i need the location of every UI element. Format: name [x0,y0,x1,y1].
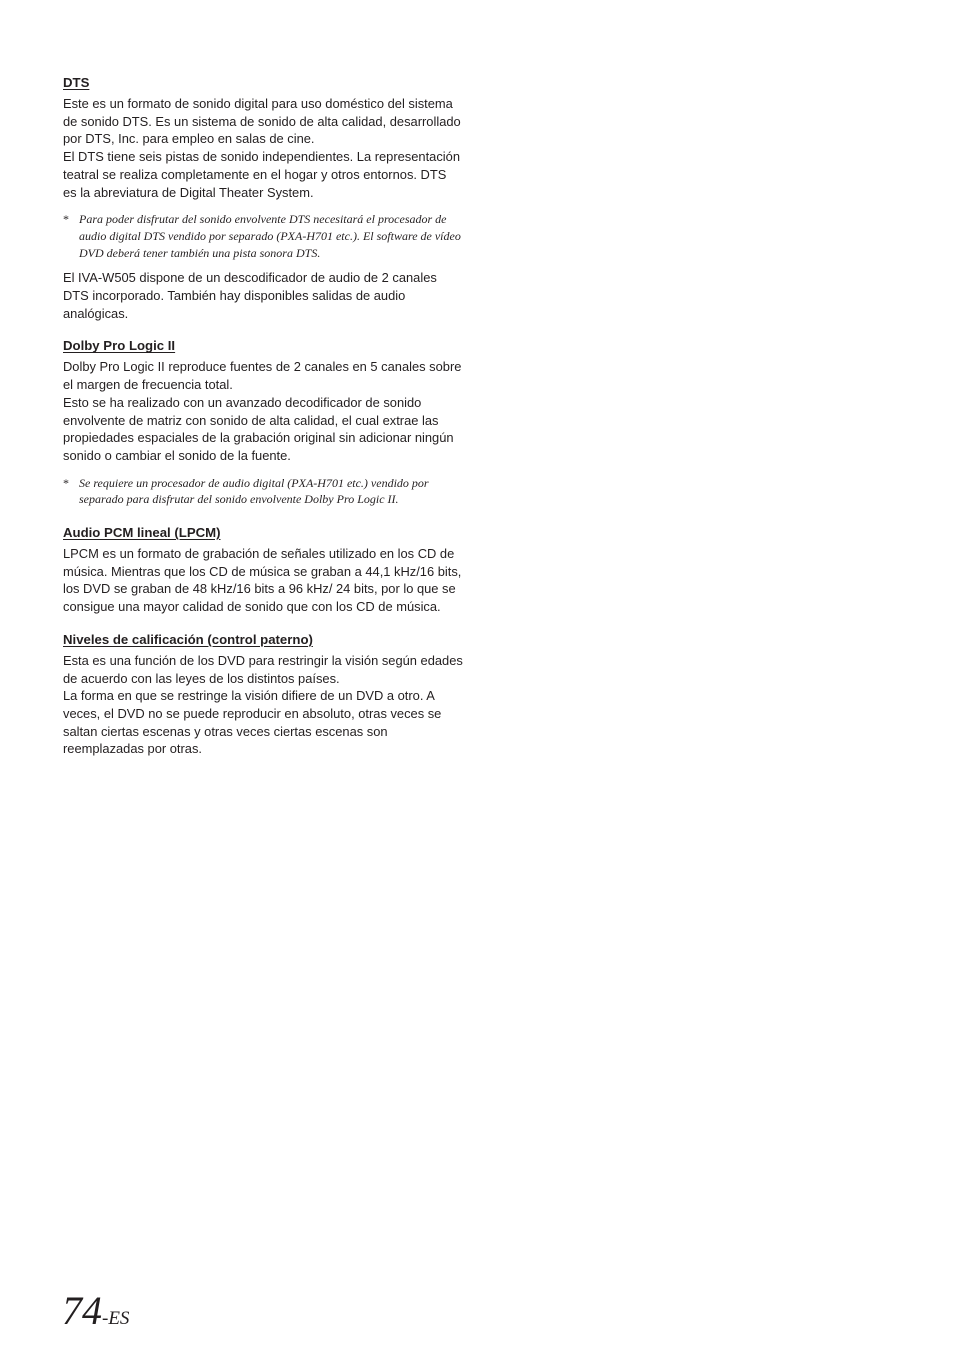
footnote [63,211,463,261]
footnote [63,475,463,508]
paragraph: Este es un formato de sonido digital para uso doméstico del sistema de sonido DTS. Es un sistema de sonido de alta calidad, desarrollado por DTS, Inc. para empleo en salas de cine. [63,96,461,147]
page-number-value: 74 [62,1288,102,1333]
section-dolby-pro-logic [63,337,463,508]
section-heading-dts: DTS [63,75,90,90]
page-number [62,1287,129,1335]
paragraph: Esta es una función de los DVD para restringir la visión según edades de acuerdo con las leyes de los distintos países. [63,652,463,686]
footnote-text: Se requiere un procesador de audio digital (PXA-H701 etc.) vendido por separado para disfrutar del sonido envolvente Dolby Pro Logic II. [79,475,429,507]
section-heading-dolby: Dolby Pro Logic II [63,338,176,354]
paragraph: El IVA-W505 dispone de un descodificador de audio de 2 canales DTS incorporado. También hay disponibles salidas de audio analógicas. [63,270,437,321]
page-language-suffix: -ES [102,1308,130,1329]
paragraph: Dolby Pro Logic II reproduce fuentes de 2 canales en 5 canales sobre el margen de frecuencia total. [63,359,462,393]
section-dts [63,74,463,322]
content-column [63,74,463,758]
asterisk-mark: * [63,475,69,490]
footnote-text: Para poder disfrutar del sonido envolvente DTS necesitará el procesador de audio digital DTS vendido por separado (PXA-H701 etc.). El software de vídeo DVD deberá tener también una pista sonora DTS. [79,212,461,260]
paragraph: El DTS tiene seis pistas de sonido independientes. La representación teatral se realiza completamente en el hogar y otros entornos. DTS es la abreviatura de Digital Theater System. [63,149,460,200]
section-lpcm [63,524,463,616]
section-rating-levels [63,631,463,758]
asterisk-mark: * [63,212,69,227]
paragraph: LPCM es un formato de grabación de señales utilizado en los CD de música. Mientras que los CD de música se graban a 44,1 kHz/16 bits, los DVD se graban de 48 kHz/16 bits a 96 kHz/ 24 bits, por lo que se consigue una mayor calidad de sonido que con los CD de música. [63,546,462,615]
section-heading-ratings: Niveles de calificación (control paterno) [63,631,313,647]
paragraph: La forma en que se restringe la visión difiere de un DVD a otro. A veces, el DVD no se puede reproducir en absoluto, otras veces se saltan ciertas escenas y otras veces ciertas escenas son reemplazadas por otras. [63,688,442,757]
paragraph: Esto se ha realizado con un avanzado decodificador de sonido envolvente de matriz con sonido de alta calidad, el cual extrae las propiedades espaciales de la grabación original sin adicionar ningún sonido o cambiar el sonido de la fuente. [63,394,454,463]
section-heading-lpcm: Audio PCM lineal (LPCM) [63,525,221,541]
